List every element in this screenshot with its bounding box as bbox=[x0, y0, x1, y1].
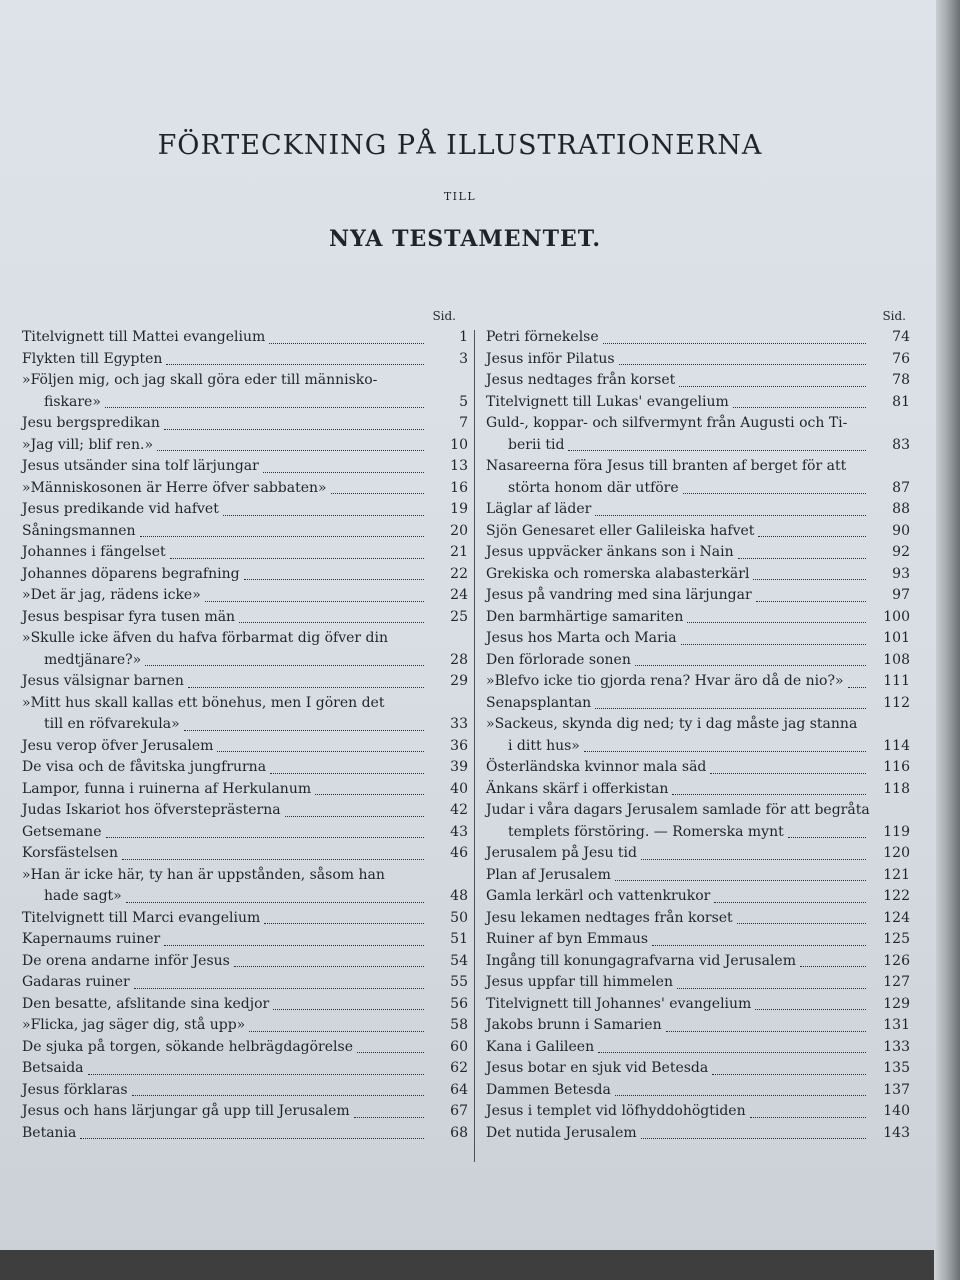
entry-title: De orena andarne inför Jesus bbox=[22, 952, 230, 969]
right-index-column bbox=[486, 305, 910, 1144]
entry-title: Änkans skärf i offerkistan bbox=[486, 780, 669, 797]
entry-title: Österländska kvinnor mala säd bbox=[486, 759, 707, 775]
entry-title: Jerusalem på Jesu tid bbox=[486, 845, 637, 861]
entry-page-number: 50 bbox=[450, 909, 468, 926]
entry-page-number: 28 bbox=[450, 651, 468, 668]
page-till: TILL bbox=[443, 190, 477, 203]
index-entry bbox=[22, 1101, 468, 1123]
entry-page-number: 112 bbox=[883, 694, 910, 711]
entry-title: Jesus på vandring med sina lärjungar bbox=[486, 587, 752, 603]
entry-title: fiskare» bbox=[44, 393, 101, 410]
entry-title: Kapernaums ruiner bbox=[22, 931, 161, 947]
dot-leader bbox=[595, 708, 866, 709]
entry-page-number: 48 bbox=[450, 888, 468, 904]
index-entry bbox=[486, 499, 910, 521]
entry-title: Judas Iskariot hos öfversteprästerna bbox=[22, 802, 281, 818]
index-entry bbox=[486, 865, 910, 887]
dot-leader bbox=[652, 945, 866, 946]
dot-leader bbox=[80, 1138, 424, 1139]
entry-title: i ditt hus» bbox=[508, 737, 580, 754]
dot-leader bbox=[105, 407, 424, 408]
index-entry bbox=[486, 1123, 910, 1145]
index-entry bbox=[486, 1101, 910, 1123]
index-entry bbox=[486, 1080, 910, 1102]
entry-page-number: 55 bbox=[450, 974, 468, 990]
index-entry bbox=[486, 650, 910, 672]
entry-page-number: 24 bbox=[450, 587, 468, 603]
entry-page-number: 118 bbox=[883, 780, 910, 797]
index-entry bbox=[486, 1058, 910, 1080]
entry-title: Jesus predikande vid hafvet bbox=[22, 501, 219, 517]
index-entry bbox=[22, 478, 468, 500]
dot-leader bbox=[712, 1074, 866, 1075]
index-entry bbox=[486, 757, 910, 779]
entry-title: Jesus nedtages från korset bbox=[486, 372, 676, 388]
dot-leader bbox=[737, 923, 866, 924]
entry-title: berii tid bbox=[508, 436, 565, 453]
dot-leader bbox=[263, 472, 424, 473]
index-entry bbox=[22, 865, 468, 887]
dot-leader bbox=[132, 1095, 424, 1096]
index-entry bbox=[486, 886, 910, 908]
entry-page-number: 60 bbox=[450, 1038, 468, 1055]
entry-page-number: 129 bbox=[883, 995, 910, 1012]
index-entry bbox=[22, 521, 468, 543]
entry-page-number: 5 bbox=[459, 393, 468, 410]
entry-title: Dammen Betesda bbox=[486, 1081, 611, 1098]
dot-leader bbox=[615, 1095, 866, 1096]
entry-title: hade sagt» bbox=[44, 888, 122, 904]
index-entry bbox=[486, 843, 910, 865]
entry-page-number: 90 bbox=[892, 522, 910, 539]
dot-leader bbox=[687, 622, 866, 623]
entry-title: »Mitt hus skall kallas ett bönehus, men I gören det bbox=[22, 694, 385, 711]
entry-page-number: 10 bbox=[450, 436, 468, 453]
entry-title: Grekiska och romerska alabasterkärl bbox=[486, 565, 750, 582]
index-entry bbox=[486, 564, 910, 586]
entry-title: Titelvignett till Johannes' evangelium bbox=[486, 995, 752, 1012]
dot-leader bbox=[140, 536, 424, 537]
entry-title: »Människosonen är Herre öfver sabbaten» bbox=[22, 479, 327, 496]
index-entry bbox=[486, 456, 910, 478]
entry-title: Jesus bespisar fyra tusen män bbox=[22, 608, 236, 625]
index-entry bbox=[22, 886, 468, 908]
index-entry bbox=[486, 521, 910, 543]
dot-leader bbox=[223, 515, 424, 516]
entry-page-number: 78 bbox=[892, 372, 910, 388]
dot-leader bbox=[714, 902, 866, 903]
index-entry bbox=[486, 908, 910, 930]
entry-title: Kana i Galileen bbox=[486, 1038, 595, 1055]
entry-title: Johannes döparens begrafning bbox=[22, 565, 240, 582]
dot-leader bbox=[756, 601, 866, 602]
entry-title: Det nutida Jerusalem bbox=[486, 1124, 637, 1141]
dot-leader bbox=[568, 450, 866, 451]
index-entry bbox=[486, 779, 910, 801]
dot-leader bbox=[122, 859, 424, 860]
index-entry bbox=[486, 628, 910, 650]
dot-leader bbox=[750, 1117, 866, 1118]
entry-title: Jesus uppväcker änkans son i Nain bbox=[486, 544, 734, 560]
entry-page-number: 43 bbox=[450, 823, 468, 840]
entry-page-number: 101 bbox=[883, 630, 910, 646]
entry-page-number: 97 bbox=[892, 587, 910, 603]
dot-leader bbox=[126, 902, 424, 903]
page-title: FÖRTECKNING PÅ ILLUSTRATIONERNA bbox=[157, 130, 763, 161]
dot-leader bbox=[710, 773, 866, 774]
entry-page-number: 83 bbox=[892, 436, 910, 453]
index-entry bbox=[22, 843, 468, 865]
entry-title: Nasareerna föra Jesus till branten af berget för att bbox=[486, 458, 847, 474]
entry-page-number: 58 bbox=[450, 1017, 468, 1033]
index-entry bbox=[486, 435, 910, 457]
index-entry bbox=[486, 929, 910, 951]
dot-leader bbox=[679, 386, 866, 387]
index-entry bbox=[486, 1037, 910, 1059]
dot-leader bbox=[164, 945, 424, 946]
index-entry bbox=[486, 671, 910, 693]
index-entry bbox=[22, 929, 468, 951]
entry-page-number: 33 bbox=[450, 716, 468, 732]
index-entry bbox=[22, 757, 468, 779]
entry-title: Korsfästelsen bbox=[22, 845, 118, 861]
dot-leader bbox=[733, 407, 866, 408]
entry-page-number: 121 bbox=[883, 866, 910, 883]
index-entry bbox=[22, 671, 468, 693]
index-entry bbox=[486, 327, 910, 349]
entry-page-number: 122 bbox=[883, 888, 910, 904]
dot-leader bbox=[357, 1052, 424, 1053]
entry-title: Jesus hos Marta och Maria bbox=[486, 630, 677, 646]
entry-title: »Jag vill; blif ren.» bbox=[22, 436, 154, 453]
dot-leader bbox=[239, 622, 424, 623]
dot-leader bbox=[157, 450, 424, 451]
entry-title: Betania bbox=[22, 1124, 77, 1141]
dot-leader bbox=[331, 493, 424, 494]
entry-title: störta honom där utföre bbox=[508, 479, 679, 496]
entry-page-number: 20 bbox=[450, 522, 468, 539]
column-divider bbox=[474, 330, 475, 1162]
entry-page-number: 16 bbox=[450, 479, 468, 496]
dot-leader bbox=[249, 1031, 424, 1032]
index-entry bbox=[22, 1080, 468, 1102]
entry-page-number: 127 bbox=[883, 974, 910, 990]
entry-page-number: 21 bbox=[450, 544, 468, 560]
dot-leader bbox=[584, 751, 866, 752]
index-entry bbox=[22, 1037, 468, 1059]
entry-title: Getsemane bbox=[22, 823, 102, 840]
dot-leader bbox=[285, 816, 424, 817]
entry-title: Jesus botar en sjuk vid Betesda bbox=[486, 1060, 709, 1076]
entry-page-number: 29 bbox=[450, 673, 468, 689]
entry-page-number: 124 bbox=[883, 909, 910, 926]
dot-leader bbox=[264, 923, 424, 924]
entry-title: Senapsplantan bbox=[486, 694, 592, 711]
index-entry bbox=[22, 327, 468, 349]
entry-page-number: 40 bbox=[450, 780, 468, 797]
index-entry bbox=[22, 1058, 468, 1080]
dot-leader bbox=[619, 364, 866, 365]
dot-leader bbox=[106, 837, 425, 838]
entry-title: Jesus uppfar till himmelen bbox=[486, 974, 673, 990]
index-entry bbox=[22, 908, 468, 930]
dot-leader bbox=[788, 837, 866, 838]
index-entry bbox=[486, 607, 910, 629]
dot-leader bbox=[598, 1052, 866, 1053]
entry-page-number: 46 bbox=[450, 845, 468, 861]
index-entry bbox=[486, 370, 910, 392]
dot-leader bbox=[88, 1074, 424, 1075]
entry-title: De visa och de fåvitska jungfrurna bbox=[22, 759, 267, 775]
book-spine-edge bbox=[934, 0, 960, 1280]
entry-page-number: 51 bbox=[450, 931, 468, 947]
index-entry bbox=[486, 736, 910, 758]
dot-leader bbox=[273, 1009, 424, 1010]
dot-leader bbox=[244, 579, 424, 580]
entry-title: »Blefvo icke tio gjorda rena? Hvar äro då de nio?» bbox=[486, 673, 844, 689]
dot-leader bbox=[354, 1117, 424, 1118]
dot-leader bbox=[677, 988, 866, 989]
entry-title: Jesus i templet vid löfhyddohögtiden bbox=[486, 1103, 746, 1119]
entry-page-number: 126 bbox=[883, 952, 910, 969]
left-sid-header: Sid. bbox=[432, 309, 456, 323]
index-entry bbox=[486, 693, 910, 715]
entry-page-number: 22 bbox=[450, 565, 468, 582]
entry-title: Ruiner af byn Emmaus bbox=[486, 931, 649, 947]
entry-title: De sjuka på torgen, sökande helbrägdagörelse bbox=[22, 1038, 353, 1055]
dot-leader bbox=[234, 966, 424, 967]
entry-page-number: 25 bbox=[450, 608, 468, 625]
index-entry bbox=[22, 736, 468, 758]
index-entry bbox=[22, 456, 468, 478]
entry-title: Plan af Jerusalem bbox=[486, 866, 611, 883]
entry-page-number: 81 bbox=[892, 393, 910, 410]
entry-title: Den besatte, afslitande sina kedjor bbox=[22, 995, 270, 1012]
entry-page-number: 116 bbox=[883, 759, 910, 775]
index-entry bbox=[486, 951, 910, 973]
entry-page-number: 133 bbox=[883, 1038, 910, 1055]
index-entry bbox=[486, 392, 910, 414]
entry-page-number: 135 bbox=[883, 1060, 910, 1076]
entry-page-number: 93 bbox=[892, 565, 910, 582]
entry-title: Läglar af läder bbox=[486, 501, 592, 517]
entry-title: Sjön Genesaret eller Galileiska hafvet bbox=[486, 522, 755, 539]
entry-title: Titelvignett till Marci evangelium bbox=[22, 909, 261, 926]
index-entry bbox=[22, 693, 468, 715]
index-entry bbox=[22, 800, 468, 822]
entry-title: Judar i våra dagars Jerusalem samlade för att begråta bbox=[486, 802, 870, 818]
entry-title: Jesus välsignar barnen bbox=[22, 673, 184, 689]
dot-leader bbox=[217, 751, 424, 752]
index-entry bbox=[22, 607, 468, 629]
entry-page-number: 100 bbox=[883, 608, 910, 625]
entry-page-number: 42 bbox=[450, 802, 468, 818]
entry-title: Jesus och hans lärjungar gå upp till Jerusalem bbox=[22, 1103, 350, 1119]
entry-title: Jesu lekamen nedtages från korset bbox=[486, 909, 733, 926]
index-entry bbox=[486, 542, 910, 564]
entry-page-number: 140 bbox=[883, 1103, 910, 1119]
index-entry bbox=[22, 564, 468, 586]
index-entry bbox=[486, 349, 910, 371]
dot-leader bbox=[758, 536, 866, 537]
dot-leader bbox=[683, 493, 866, 494]
entry-title: »Det är jag, rädens icke» bbox=[22, 587, 201, 603]
index-entry bbox=[486, 800, 910, 822]
entry-page-number: 131 bbox=[883, 1017, 910, 1033]
dot-leader bbox=[738, 558, 866, 559]
dot-leader bbox=[848, 687, 866, 688]
entry-page-number: 114 bbox=[883, 737, 910, 754]
dot-leader bbox=[170, 558, 424, 559]
entry-title: Jesu bergspredikan bbox=[22, 415, 160, 431]
dot-leader bbox=[641, 859, 866, 860]
page-subtitle: NYA TESTAMENTET. bbox=[329, 226, 601, 252]
entry-title: Ingång till konungagrafvarna vid Jerusalem bbox=[486, 952, 796, 969]
index-entry bbox=[486, 478, 910, 500]
dot-leader bbox=[800, 966, 866, 967]
index-entry bbox=[22, 499, 468, 521]
entry-title: Jakobs brunn i Samarien bbox=[486, 1017, 662, 1033]
dot-leader bbox=[681, 644, 866, 645]
entry-page-number: 54 bbox=[450, 952, 468, 969]
dot-leader bbox=[595, 515, 866, 516]
dot-leader bbox=[641, 1138, 866, 1139]
entry-page-number: 68 bbox=[450, 1124, 468, 1141]
index-entry bbox=[486, 585, 910, 607]
index-entry bbox=[486, 413, 910, 435]
entry-page-number: 125 bbox=[883, 931, 910, 947]
entry-title: Jesus förklaras bbox=[22, 1081, 128, 1098]
entry-page-number: 64 bbox=[450, 1081, 468, 1098]
entry-page-number: 7 bbox=[459, 415, 468, 431]
entry-page-number: 88 bbox=[892, 501, 910, 517]
dot-leader bbox=[666, 1031, 866, 1032]
index-entry bbox=[22, 972, 468, 994]
entry-title: »Han är icke här, ty han är uppstånden, såsom han bbox=[22, 866, 385, 883]
dot-leader bbox=[635, 665, 866, 666]
index-entry bbox=[22, 413, 468, 435]
left-index-column bbox=[22, 305, 468, 1144]
entry-page-number: 74 bbox=[892, 329, 910, 345]
entry-page-number: 36 bbox=[450, 737, 468, 754]
entry-title: Jesus inför Pilatus bbox=[486, 350, 615, 367]
entry-title: Betsaida bbox=[22, 1060, 84, 1076]
entry-page-number: 62 bbox=[450, 1060, 468, 1076]
index-entry bbox=[22, 951, 468, 973]
dot-leader bbox=[672, 794, 866, 795]
dot-leader bbox=[603, 343, 866, 344]
index-entry bbox=[22, 822, 468, 844]
dot-leader bbox=[205, 601, 424, 602]
index-entry bbox=[486, 822, 910, 844]
index-entry bbox=[22, 349, 468, 371]
entry-page-number: 143 bbox=[883, 1124, 910, 1141]
entry-title: Guld-, koppar- och silfvermynt från Augusti och Ti- bbox=[486, 415, 848, 431]
entry-page-number: 39 bbox=[450, 759, 468, 775]
index-entry bbox=[22, 714, 468, 736]
entry-page-number: 67 bbox=[450, 1103, 468, 1119]
index-entry bbox=[22, 370, 468, 392]
dot-leader bbox=[615, 880, 866, 881]
entry-title: Johannes i fängelset bbox=[22, 544, 166, 560]
entry-title: medtjänare?» bbox=[44, 651, 142, 668]
dot-leader bbox=[269, 343, 424, 344]
entry-title: »Skulle icke äfven du hafva förbarmat dig öfver din bbox=[22, 630, 389, 646]
index-entry bbox=[22, 1015, 468, 1037]
index-entry bbox=[22, 779, 468, 801]
entry-page-number: 92 bbox=[892, 544, 910, 560]
entry-page-number: 76 bbox=[892, 350, 910, 367]
entry-page-number: 56 bbox=[450, 995, 468, 1012]
index-entry bbox=[22, 650, 468, 672]
entry-page-number: 3 bbox=[459, 350, 468, 367]
index-entry bbox=[22, 435, 468, 457]
dot-leader bbox=[755, 1009, 866, 1010]
entry-title: »Flicka, jag säger dig, stå upp» bbox=[22, 1017, 246, 1033]
index-entry bbox=[22, 585, 468, 607]
index-entry bbox=[486, 714, 910, 736]
index-entry bbox=[22, 542, 468, 564]
index-entry bbox=[22, 994, 468, 1016]
entry-page-number: 13 bbox=[450, 458, 468, 474]
entry-title: Lampor, funna i ruinerna af Herkulanum bbox=[22, 780, 312, 797]
entry-page-number: 19 bbox=[450, 501, 468, 517]
dot-leader bbox=[164, 429, 424, 430]
entry-title: Såningsmannen bbox=[22, 522, 136, 539]
index-entry bbox=[22, 392, 468, 414]
dot-leader bbox=[188, 687, 424, 688]
entry-title: templets förstöring. — Romerska mynt bbox=[508, 823, 784, 840]
entry-title: till en röfvarekula» bbox=[44, 716, 180, 732]
dot-leader bbox=[184, 730, 424, 731]
dot-leader bbox=[270, 773, 424, 774]
entry-title: Jesus utsänder sina tolf lärjungar bbox=[22, 458, 259, 474]
entry-title: Jesu verop öfver Jerusalem bbox=[22, 737, 214, 754]
entry-title: Titelvignett till Lukas' evangelium bbox=[486, 393, 729, 410]
dot-leader bbox=[145, 665, 424, 666]
right-sid-header: Sid. bbox=[882, 309, 906, 323]
entry-title: Den förlorade sonen bbox=[486, 651, 631, 668]
entry-title: »Sackeus, skynda dig ned; ty i dag måste jag stanna bbox=[486, 716, 858, 732]
entry-title: Gamla lerkärl och vattenkrukor bbox=[486, 888, 711, 904]
dot-leader bbox=[166, 364, 424, 365]
entry-title: Gadaras ruiner bbox=[22, 974, 130, 990]
entry-page-number: 120 bbox=[883, 845, 910, 861]
entry-title: Petri förnekelse bbox=[486, 329, 599, 345]
entry-page-number: 111 bbox=[883, 673, 910, 689]
right-entry-list bbox=[486, 327, 910, 1144]
entry-page-number: 87 bbox=[892, 479, 910, 496]
entry-title: Den barmhärtige samariten bbox=[486, 608, 684, 625]
dot-leader bbox=[315, 794, 424, 795]
index-entry bbox=[486, 1015, 910, 1037]
entry-page-number: 119 bbox=[883, 823, 910, 840]
dot-leader bbox=[134, 988, 424, 989]
entry-page-number: 137 bbox=[883, 1081, 910, 1098]
index-entry bbox=[22, 628, 468, 650]
entry-title: Titelvignett till Mattei evangelium bbox=[22, 329, 266, 345]
entry-title: Flykten till Egypten bbox=[22, 350, 163, 367]
entry-page-number: 1 bbox=[459, 329, 468, 345]
left-entry-list bbox=[22, 327, 468, 1144]
entry-title: »Följen mig, och jag skall göra eder till människo- bbox=[22, 372, 378, 388]
index-entry bbox=[22, 1123, 468, 1145]
entry-page-number: 108 bbox=[883, 651, 910, 668]
index-entry bbox=[486, 994, 910, 1016]
dot-leader bbox=[753, 579, 866, 580]
index-entry bbox=[486, 972, 910, 994]
